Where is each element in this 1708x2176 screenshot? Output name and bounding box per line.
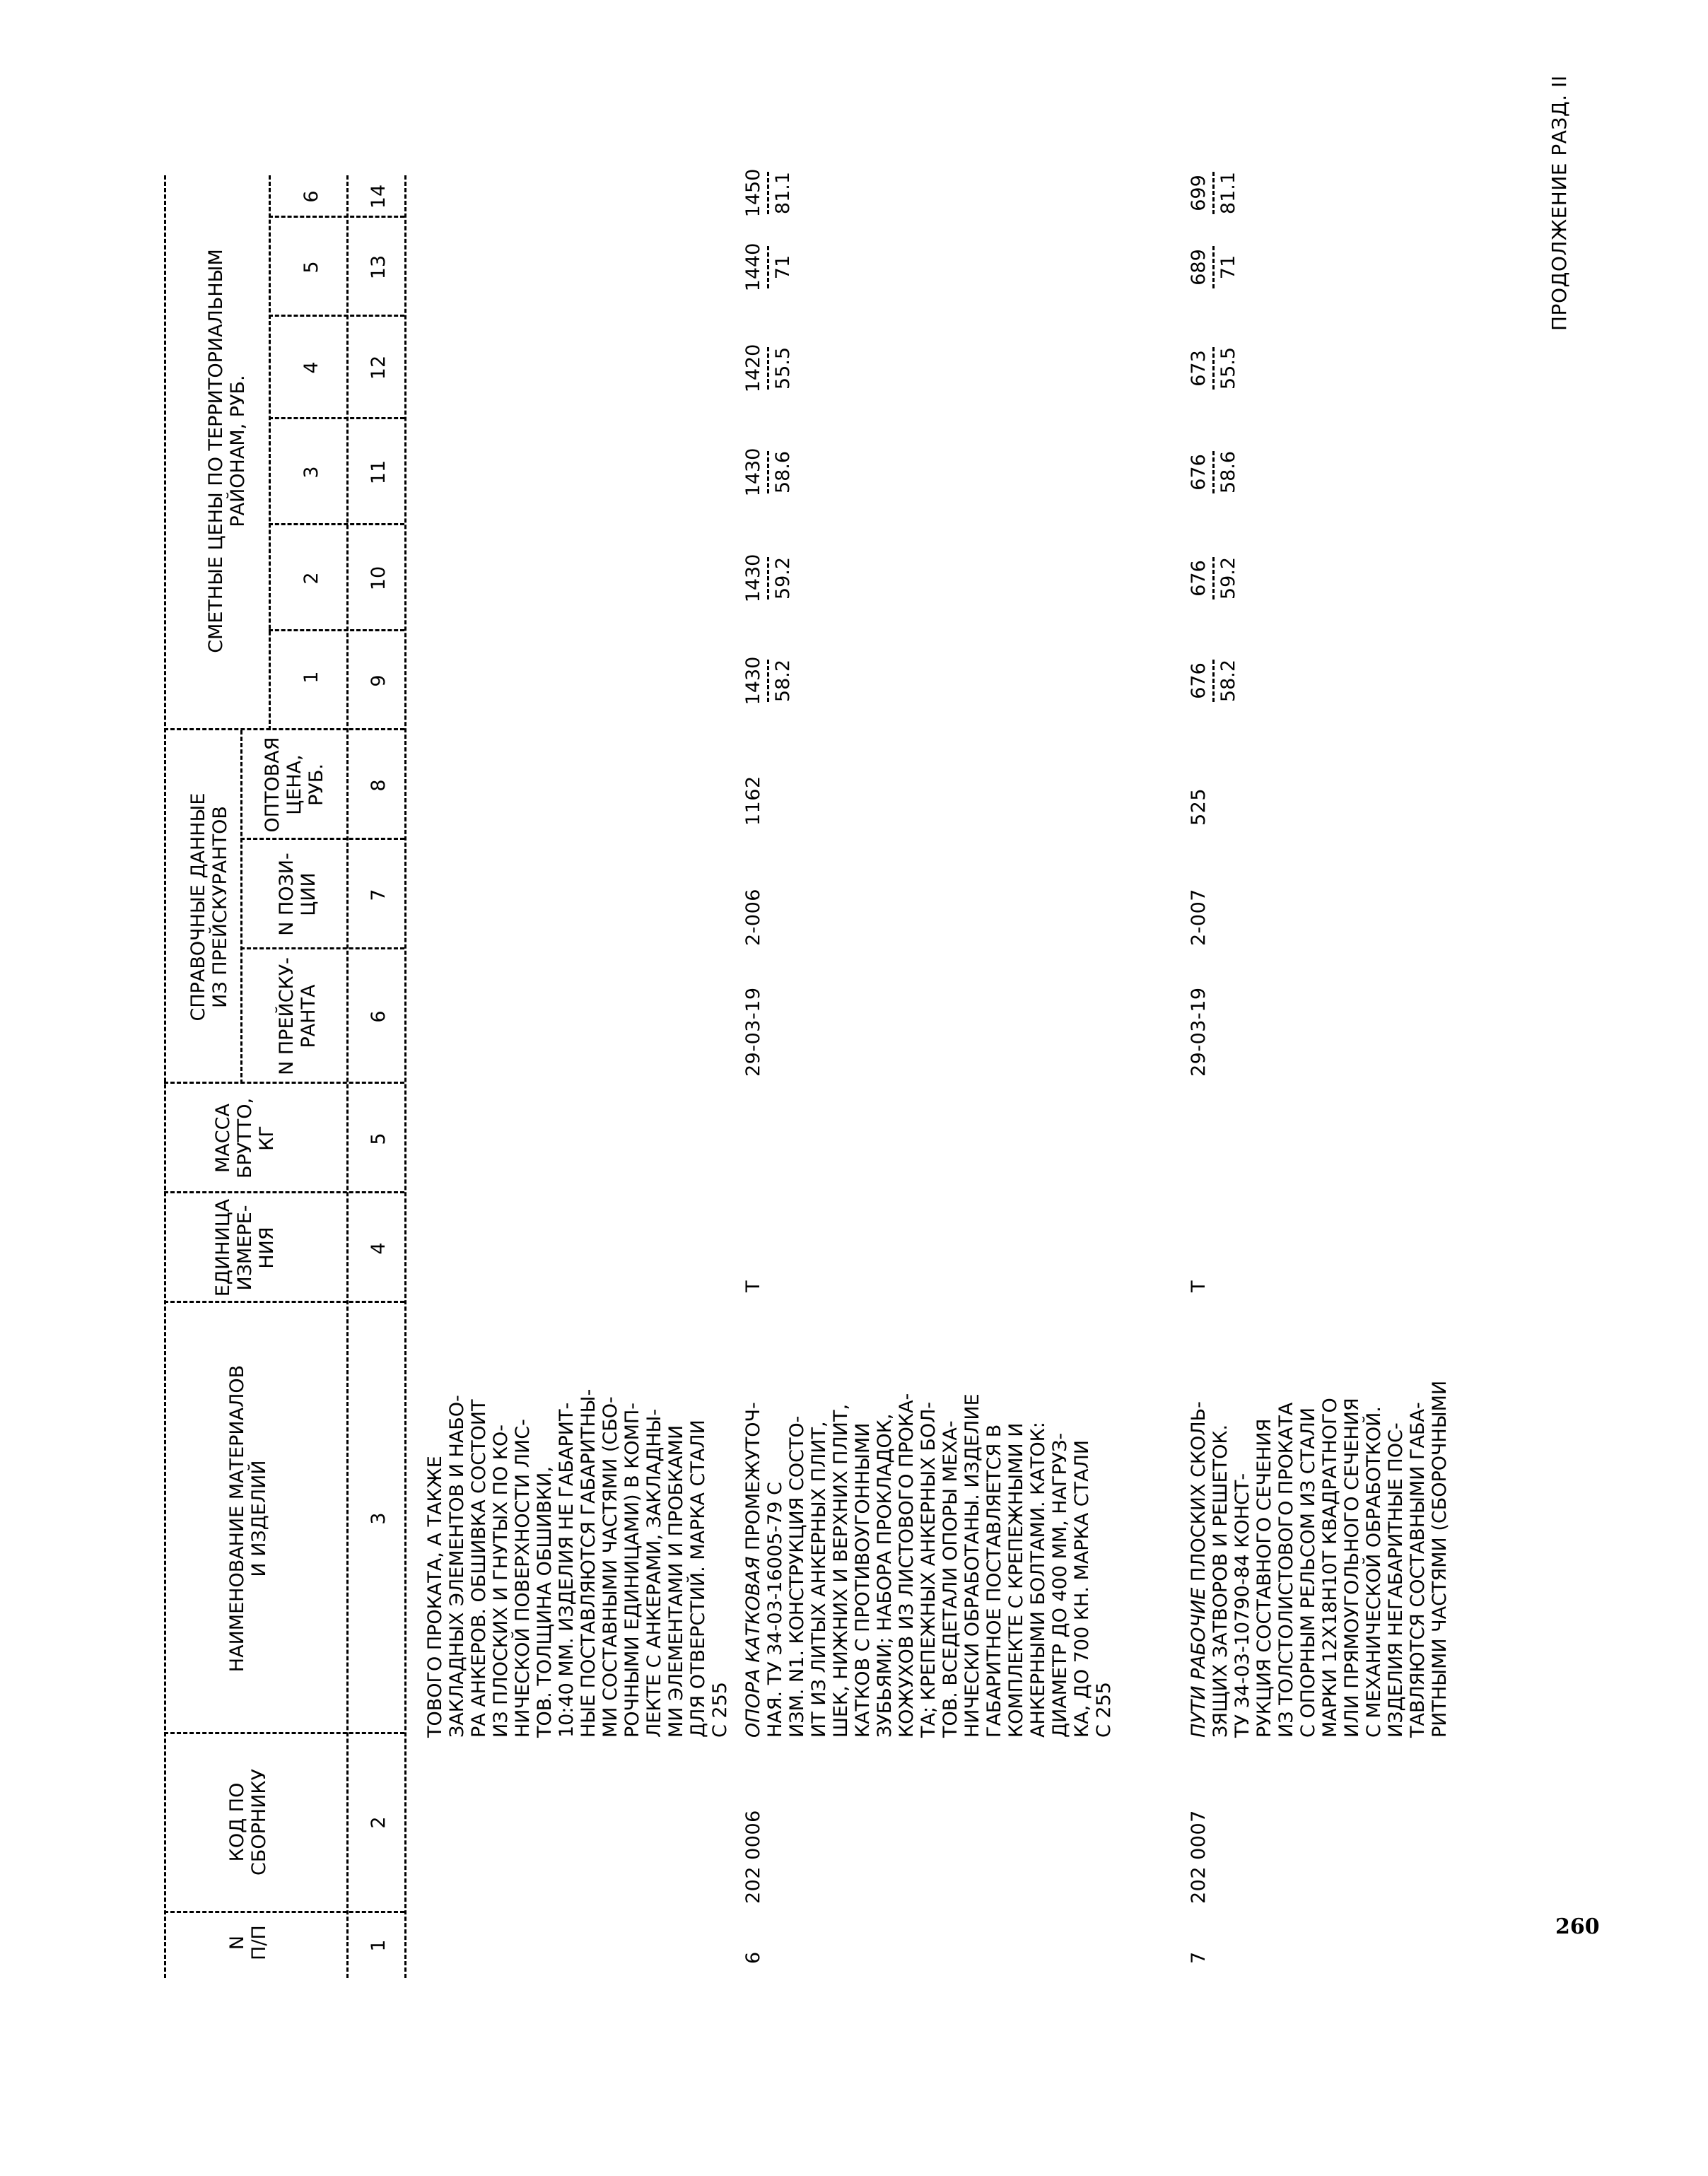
row-name-italic: ПУТИ РАБОЧИЕ [1188, 1587, 1210, 1738]
row-code: 202 0006 [742, 1810, 764, 1904]
price-region-6 [742, 161, 794, 225]
row-name-line: ШЕК, НИЖНИХ И ВЕРХНИХ ПЛИТ, [830, 1403, 852, 1738]
row-name-line: ИЗ ПЛОСКИХ И ГНУТЫХ ПО КО- [490, 1425, 512, 1738]
row-code: 202 0007 [1188, 1810, 1210, 1904]
col-number: 14 [368, 184, 390, 209]
colnum-bottom-line [404, 175, 406, 1978]
row-name-line: 10:40 ММ. ИЗДЕЛИЯ НЕ ГАБАРИТ- [556, 1402, 578, 1738]
price-bottom: 58.2 [1217, 659, 1239, 703]
row-name-line: АНКЕРНЫМИ БОЛТАМИ. КАТОК: [1027, 1422, 1049, 1738]
col-number: 2 [368, 1816, 390, 1829]
col-sep [269, 523, 404, 525]
page-number: 260 [1555, 1914, 1600, 1939]
row-num: 7 [1188, 1951, 1210, 1964]
region-label: 6 [300, 190, 322, 203]
col-sep [269, 315, 404, 317]
region-label: 3 [300, 466, 322, 479]
region-label: 4 [300, 361, 322, 374]
price-bottom: 58.6 [772, 450, 794, 494]
row-name-line: ПЛОСКИХ СКОЛЬ- [1188, 1401, 1210, 1588]
row-name-line: НЫЕ ПОСТАВЛЯЮТСЯ ГАБАРИТНЫ- [578, 1388, 599, 1738]
row-name-line: С 255 [709, 1682, 731, 1738]
price-top: 1430 [742, 448, 764, 497]
ref-group-line [240, 730, 242, 1084]
price-bottom: 55.5 [1217, 346, 1239, 390]
col-sep [164, 1301, 404, 1303]
price-bottom: 58.6 [1217, 450, 1239, 494]
row-name-line: ЗАКЛАДНЫХ ЭЛЕМЕНТОВ И НАБО- [446, 1395, 468, 1738]
row-num: 6 [742, 1951, 764, 1964]
price-region-5 [742, 235, 794, 299]
price-top: 1440 [742, 242, 764, 292]
col-number: 6 [368, 1010, 390, 1023]
price-region-6 [1188, 161, 1239, 225]
price-bottom: 59.2 [1217, 556, 1239, 600]
row-unit: Т [1188, 1280, 1210, 1292]
row-name-line: С ОПОРНЫМ РЕЛЬСОМ ИЗ СТАЛИ [1297, 1407, 1319, 1738]
header-unit: ЕДИНИЦА ИЗМЕРЕ- НИЯ [212, 1198, 278, 1297]
table-row [424, 1356, 731, 1738]
price-region-5 [1188, 235, 1239, 299]
price-top: 676 [1188, 662, 1210, 699]
price-bottom: 71 [772, 255, 794, 280]
row-name-line: ПРОМЕЖУТОЧ- [742, 1402, 764, 1557]
col-number: 8 [368, 779, 390, 792]
col-sep [269, 417, 404, 419]
price-bottom: 55.5 [772, 346, 794, 390]
row-name-line: НАЯ. ТУ 34-03-16005-79 С [764, 1482, 786, 1738]
header-num: N П/П [226, 1925, 270, 1960]
col-number: 7 [368, 889, 390, 901]
row-name-line: НИЧЕСКОЙ ПОВЕРХНОСТИ ЛИС- [512, 1419, 534, 1738]
col-sep [240, 838, 404, 840]
price-top: 676 [1188, 454, 1210, 491]
row-position: 2-006 [742, 889, 764, 946]
price-bottom: 81.1 [1217, 171, 1239, 215]
price-bottom: 58.2 [772, 659, 794, 703]
price-top: 676 [1188, 560, 1210, 597]
price-region-1 [1188, 649, 1239, 713]
col-sep [164, 1911, 404, 1913]
row-name-line: ИЗМ. N1. КОНСТРУКЦИЯ СОСТО- [786, 1415, 808, 1738]
row-name-line: НИЧЕСКИ ОБРАБОТАНЫ. ИЗДЕЛИЕ [961, 1393, 983, 1738]
row-position: 2-007 [1188, 889, 1210, 946]
header-wholesale: ОПТОВАЯ ЦЕНА, РУБ. [262, 737, 327, 833]
row-name-line: ИТ ИЗ ЛИТЫХ АНКЕРНЫХ ПЛИТ, [808, 1421, 830, 1738]
price-region-4 [1188, 337, 1239, 400]
row-name-line: ИЗДЕЛИЯ НЕГАБАРИТНЫЕ ПОС- [1385, 1422, 1407, 1738]
header-pricelist: N ПРЕЙСКУ- РАНТА [276, 957, 320, 1075]
col-sep [269, 629, 404, 631]
row-name-line: КОМПЛЕКТЕ С КРЕПЕЖНЫМИ И [1005, 1422, 1027, 1738]
row-name-line: МАРКИ 12Х18Н10Т КВАДРАТНОГО [1319, 1398, 1341, 1738]
col-sep [164, 1191, 404, 1193]
row-name-line: КА, ДО 700 КН. МАРКА СТАЛИ [1071, 1439, 1093, 1738]
row-name-line: ТУ 34-03-10790-84 КОНСТ- [1232, 1473, 1253, 1738]
price-region-2 [742, 546, 794, 610]
header-bottom-line [346, 175, 349, 1978]
price-top: 1430 [742, 554, 764, 603]
price-region-4 [742, 337, 794, 400]
price-region-1 [742, 649, 794, 713]
col-number: 9 [368, 674, 390, 687]
region-label: 5 [300, 261, 322, 274]
col-number: 3 [368, 1512, 390, 1525]
col-number: 11 [368, 460, 390, 485]
price-top: 699 [1188, 175, 1210, 211]
header-mass: МАССА БРУТТО, КГ [212, 1097, 278, 1179]
header-name: НАИМЕНОВАНИЕ МАТЕРИАЛОВ И ИЗДЕЛИЙ [226, 1364, 270, 1673]
col-sep [164, 728, 404, 730]
row-name-line: С МЕХАНИЧЕСКОЙ ОБРАБОТКОЙ. [1363, 1406, 1385, 1738]
row-name-line: ГАБАРИТНОЕ ПОСТАВЛЯЕТСЯ В [983, 1424, 1005, 1738]
col-number: 1 [368, 1939, 390, 1952]
row-name-line: ЗЯЩИХ ЗАТВОРОВ И РЕШЕТОК. [1210, 1424, 1232, 1738]
row-name-line: ИЛИ ПРЯМОУГОЛЬНОГО СЕЧЕНИЯ [1341, 1398, 1363, 1738]
table-top-line [164, 175, 166, 1978]
row-name-line: С 255 [1093, 1682, 1115, 1738]
col-sep [164, 1732, 404, 1734]
price-top: 1450 [742, 168, 764, 218]
price-bottom: 81.1 [772, 171, 794, 215]
price-top: 689 [1188, 249, 1210, 286]
price-bottom: 59.2 [772, 556, 794, 600]
region-label: 1 [300, 671, 322, 684]
col-number: 10 [368, 566, 390, 591]
table-row [742, 1356, 1115, 1738]
header-ref-group: СПРАВОЧНЫЕ ДАННЫЕ ИЗ ПРЕЙСКУРАНТОВ [187, 792, 231, 1022]
row-unit: Т [742, 1280, 764, 1292]
price-region-3 [742, 440, 794, 504]
price-region-2 [1188, 546, 1239, 610]
row-name-line: РА АНКЕРОВ. ОБШИВКА СОСТОИТ [468, 1399, 490, 1738]
row-name-line: ДЛЯ ОТВЕРСТИЙ. МАРКА СТАЛИ [687, 1420, 709, 1738]
row-name-line: МИ ЭЛЕМЕНТАМИ И ПРОБКАМИ [665, 1425, 687, 1738]
row-name-line: ТА; КРЕПЕЖНЫХ АНКЕРНЫХ БОЛ- [918, 1401, 940, 1738]
col-sep [240, 947, 404, 949]
header-position: N ПОЗИ- ЦИИ [276, 853, 320, 936]
row-name-line: МИ СОСТАВНЫМИ ЧАСТЯМИ (СБО- [599, 1396, 621, 1738]
row-name-line: ТОВ. ВСЕДЕТАЛИ ОПОРЫ МЕХА- [940, 1420, 961, 1738]
row-name-line: ЛЕКТЕ С АНКЕРАМИ, ЗАКЛАДНЫ- [643, 1408, 665, 1738]
price-top: 1420 [742, 344, 764, 393]
row-pricelist: 29-03-19 [1188, 987, 1210, 1077]
row-name-line: ТОВОГО ПРОКАТА, А ТАКЖЕ [424, 1456, 446, 1738]
col-number: 5 [368, 1133, 390, 1145]
price-group-line [269, 175, 271, 730]
row-name-line: КОЖУХОВ ИЗ ЛИСТОВОГО ПРОКА- [896, 1393, 918, 1738]
header-code: КОД ПО СБОРНИКУ [226, 1768, 270, 1876]
col-number: 12 [368, 355, 390, 380]
row-name-line: РУКЦИЯ СОСТАВНОГО СЕЧЕНИЯ [1253, 1418, 1275, 1738]
row-name-line: КАТКОВ С ПРОТИВОУГОННЫМИ [852, 1422, 874, 1738]
row-name-line: ИЗ ТОЛСТОЛИСТОВОГО ПРОКАТА [1275, 1402, 1297, 1738]
row-pricelist: 29-03-19 [742, 987, 764, 1077]
region-label: 2 [300, 572, 322, 585]
row-name-line: РОЧНЫМИ ЕДИНИЦАМИ) В КОМП- [621, 1402, 643, 1738]
row-name-line: ЗУБЬЯМИ; НАБОРА ПРОКЛАДОК, [874, 1413, 896, 1738]
row-wholesale: 1162 [742, 776, 764, 826]
section-note: ПРОДОЛЖЕНИЕ РАЗД. II [1548, 75, 1571, 331]
col-number: 13 [368, 255, 390, 280]
col-number: 4 [368, 1242, 390, 1255]
row-wholesale: 525 [1188, 788, 1210, 826]
col-sep [164, 1082, 404, 1084]
price-bottom: 71 [1217, 255, 1239, 280]
row-name-line: ДИАМЕТР ДО 400 ММ, НАГРУЗ- [1049, 1432, 1071, 1738]
price-region-3 [1188, 440, 1239, 504]
header-price-group: СМЕТНЫЕ ЦЕНЫ ПО ТЕРРИТОРИАЛЬНЫМ РАЙОНАМ, РУБ. [205, 249, 249, 653]
price-top: 1430 [742, 656, 764, 706]
row-name-line: ТОВ. ТОЛЩИНА ОБШИВКИ, [534, 1466, 556, 1738]
table-row [1188, 1356, 1451, 1738]
row-name-line: РИТНЫМИ ЧАСТЯМИ (СБОРОЧНЫМИ [1429, 1380, 1451, 1738]
price-top: 673 [1188, 350, 1210, 387]
row-name-italic: ОПОРА КАТКОВАЯ [742, 1556, 764, 1738]
row-name-line: ТАВЛЯЮТСЯ СОСТАВНЫМИ ГАБА- [1407, 1402, 1429, 1738]
